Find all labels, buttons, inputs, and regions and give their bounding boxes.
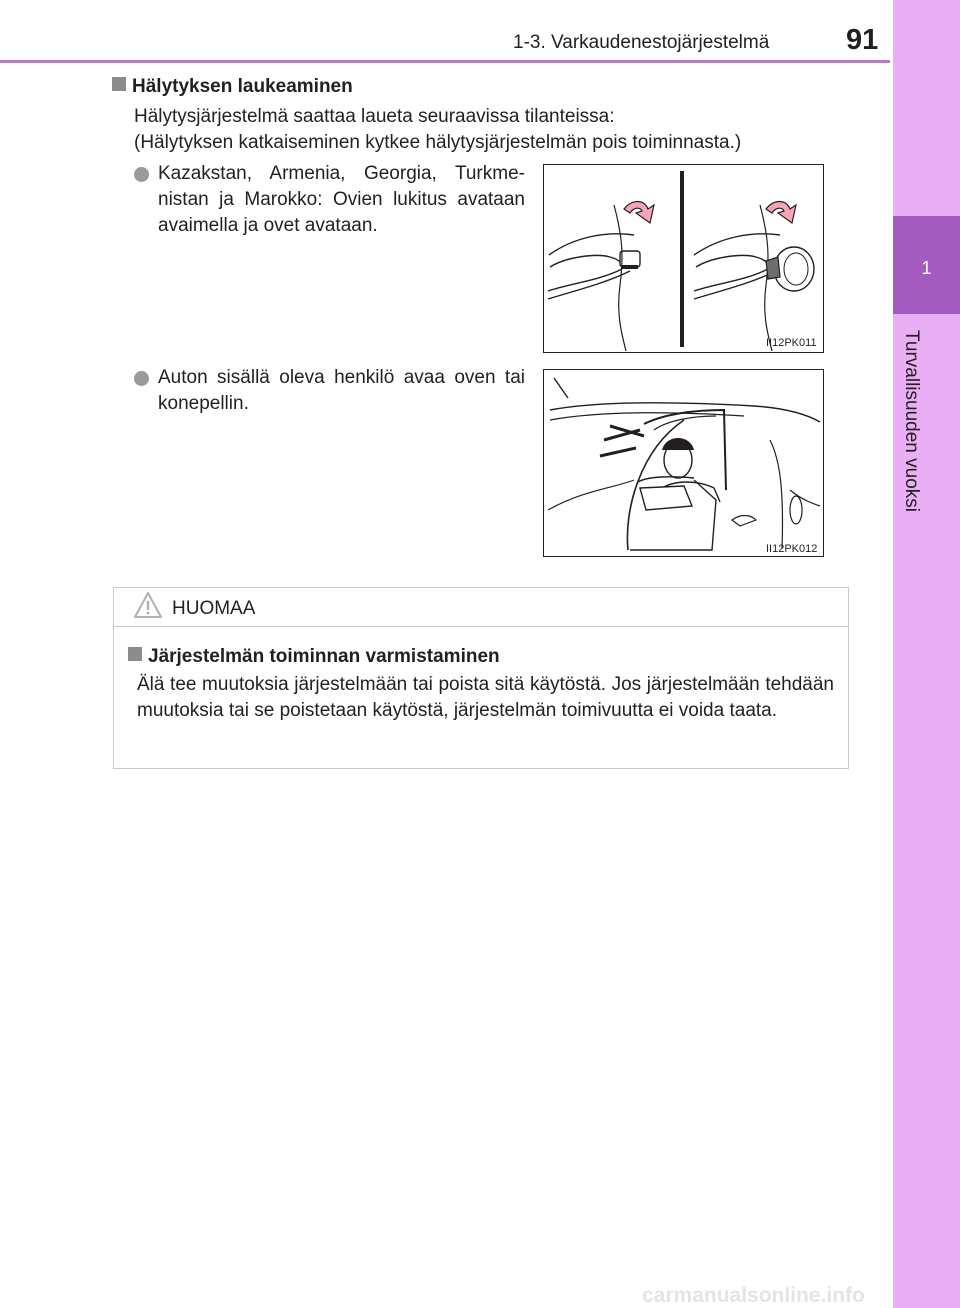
- square-bullet-icon: [112, 77, 126, 91]
- figure-code-1: II12PK011: [766, 337, 817, 349]
- notice-subheading: [128, 646, 500, 668]
- curved-arrow-icon: [766, 202, 796, 224]
- square-bullet-icon: [128, 647, 142, 661]
- notice-header: [114, 588, 848, 627]
- figure-key-unlock: [543, 164, 824, 353]
- notice-subheading-text: Järjestelmän toiminnan varmistaminen: [148, 646, 500, 667]
- intro-line-2: (Hälytyksen katkaiseminen kytkee hälytysjärjestelmän pois toiminnasta.): [134, 132, 742, 153]
- chapter-tab: [893, 0, 960, 1308]
- section-intro: [134, 104, 741, 156]
- chapter-label-wrap: [896, 330, 926, 520]
- page-number: 91: [846, 24, 879, 56]
- curved-arrow-icon: [624, 202, 654, 224]
- section-heading-text: Hälytyksen laukeaminen: [132, 76, 353, 97]
- header-rule: [0, 60, 890, 63]
- figure-code-2: II12PK012: [766, 543, 818, 555]
- bullet-text-2: Auton sisällä oleva henkilö avaa oven tai konepellin.: [158, 367, 525, 414]
- notice-box: [113, 587, 849, 769]
- warning-triangle-icon: [133, 590, 163, 620]
- intro-line-1: Hälytysjärjestelmä saattaa laueta seuraavissa tilanteissa:: [134, 106, 615, 127]
- key-icon: [766, 247, 814, 291]
- key-unlock-illustration: [544, 165, 822, 351]
- chapter-number: 1: [921, 258, 932, 278]
- door-open-illustration: [544, 370, 822, 555]
- section-heading: [112, 76, 353, 98]
- notice-body: Älä tee muutoksia järjestelmään tai poista sitä käytöstä. Jos järjestelmään tehdään muutoksia tai se poistetaan käytöstä, järjestelmän toimivuutta ei voida taata.: [137, 674, 834, 721]
- bullet-text-1: Kazakstan, Armenia, Georgia, Turkme- nistan ja Marokko: Ovien lukitus avataan avaimella ja ovet avataan.: [158, 163, 525, 236]
- notice-title: HUOMAA: [172, 598, 256, 619]
- section-title: 1-3. Varkaudenestojärjestelmä: [513, 32, 770, 53]
- chapter-label: Turvallisuuden vuoksi: [901, 330, 922, 512]
- bullet-item-1: [134, 161, 525, 241]
- watermark: carmanualsonline.info: [642, 1284, 865, 1307]
- bullet-item-2: [134, 365, 525, 425]
- round-bullet-icon: [134, 371, 149, 386]
- round-bullet-icon: [134, 167, 149, 182]
- figure-door-open: [543, 369, 824, 557]
